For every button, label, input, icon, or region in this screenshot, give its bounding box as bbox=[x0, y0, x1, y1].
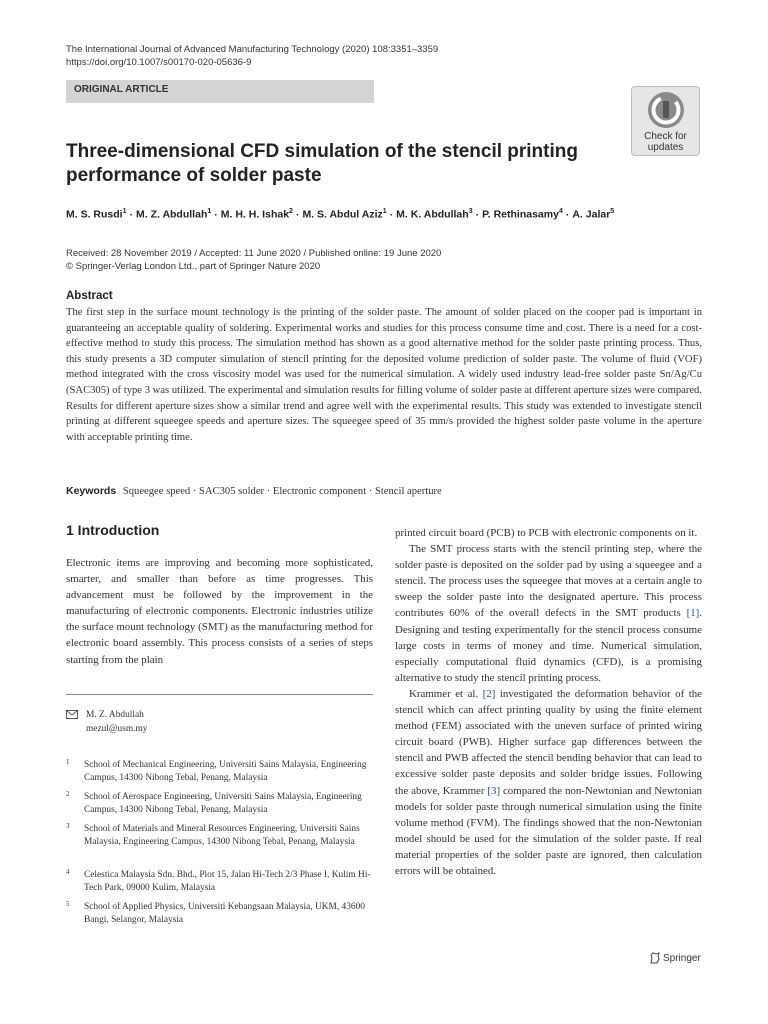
corresponding-author-email[interactable]: mezul@usm.my bbox=[86, 724, 148, 734]
author-name[interactable]: M. S. Abdul Aziz bbox=[302, 208, 383, 221]
right-column bbox=[395, 525, 702, 879]
author-separator: · bbox=[389, 208, 394, 221]
author-name[interactable]: M. S. Rusdi bbox=[66, 208, 123, 221]
author-name[interactable]: P. Rethinasamy bbox=[482, 208, 559, 221]
check-updates-line1: Check for bbox=[644, 131, 687, 142]
intro-paragraph-2: The SMT process starts with the stencil printing step, where the solder paste is deposited on the solder pad by using a squeegee and a stencil. The process uses the squeegee that moves at a certain angle to sweep the solder paste into the designated aperture. This process contributes 60% of the overall defects in the SMT products [1]. Designing and testing experimentally for the stencil process consume large costs in terms of money and time. Numerical simulation, especially computational fluid dynamics (CFD), is a promising alternative to study the stencil printing process. bbox=[395, 543, 702, 684]
check-for-updates-button[interactable] bbox=[631, 86, 700, 156]
footnote-divider bbox=[66, 694, 373, 695]
intro-paragraph-1: Electronic items are improving and becoming more sophisticated, smarter, and smaller than before as time progresses. This advancement must be followed by the improvement in the manufacturing of electronic components. Electronic industries utilize the surface mount technology (SMT) as the manufacturing method for electronic board assembly. This process consists of a series of steps starting from the plain bbox=[66, 557, 373, 666]
left-column bbox=[66, 555, 373, 668]
keywords-label: Keywords bbox=[66, 485, 117, 497]
author-affiliation-mark: 1 bbox=[122, 208, 127, 215]
affiliation-text: School of Mechanical Engineering, Universiti Sains Malaysia, Engineering Campus, 14300 Nibong Tebal, Penang, Malaysia bbox=[84, 760, 367, 784]
author-name[interactable]: A. Jalar bbox=[572, 208, 611, 221]
publisher-logo bbox=[649, 952, 701, 964]
affiliation-item bbox=[66, 901, 376, 928]
author-affiliation-mark: 4 bbox=[558, 208, 563, 215]
author-separator: · bbox=[565, 208, 570, 221]
affiliation-item bbox=[66, 823, 376, 850]
check-updates-icon bbox=[646, 90, 686, 130]
citation-link-3[interactable]: [3] bbox=[487, 784, 501, 797]
publisher-name: Springer bbox=[663, 953, 701, 964]
author-name[interactable]: M. Z. Abdullah bbox=[136, 208, 208, 221]
affiliation-text: School of Aerospace Engineering, Universiti Sains Malaysia, Engineering Campus, 14300 Nibong Tebal, Penang, Malaysia bbox=[84, 792, 362, 816]
affiliation-text: Celestica Malaysia Sdn. Bhd., Plot 15, Jalan Hi-Tech 2/3 Phase I, Kulim Hi-Tech Park, 09000 Kulim, Malaysia bbox=[84, 870, 371, 894]
affiliation-item bbox=[66, 759, 376, 786]
corresponding-author-name: M. Z. Abdullah bbox=[86, 710, 144, 720]
affiliation-item bbox=[66, 869, 376, 896]
doi-link[interactable]: https://doi.org/10.1007/s00170-020-05636-9 bbox=[66, 57, 252, 68]
author-separator: · bbox=[129, 208, 133, 221]
author-separator: · bbox=[475, 208, 480, 221]
article-type-bar bbox=[66, 80, 374, 103]
journal-citation: The International Journal of Advanced Manufacturing Technology (2020) 108:3351–3359 bbox=[66, 44, 439, 55]
affiliation-item bbox=[66, 791, 376, 818]
author-affiliation-mark: 1 bbox=[382, 208, 387, 215]
corresponding-author bbox=[66, 708, 148, 736]
author-name[interactable]: M. K. Abdullah bbox=[396, 208, 469, 221]
article-type-label: ORIGINAL ARTICLE bbox=[74, 84, 169, 95]
keywords bbox=[66, 485, 442, 497]
abstract-text: The first step in the surface mount technology is the printing of the solder paste. The amount of solder placed on the cooper pad is important in guaranteeing an acceptable quality of soldering. Experimental works and studies for this process consume time and cost. There is a need for a cost-effective method to study this process. The simulation method has shown as a good alternative method for the solder paste printing process. Thus, this study presents a 3D computer simulation of stencil printing for the deposited volume prediction of solder paste. The volume of fluid (VOF) method integrated with the cross viscosity model was used for the numerical simulation. A widely used industry lead-free solder paste Sn/Ag/Cu (SAC305) of type 3 was utilized. The experimental and simulation results for filling volume of solder paste at different aperture sizes were compared. Results for different aperture sizes show a similar trend and agree well with the experimental results. This study was extended to investigate stencil printing at different squeegee speeds and aperture sizes. The squeegee speed of 35 mm/s provided the highest solder paste volume in the aperture with acceptable printing time. bbox=[66, 307, 702, 443]
affiliation-text: School of Materials and Mineral Resources Engineering, Universiti Sains Malaysia, Engineering Campus, 14300 Nibong Tebal, Penang, Malaysia bbox=[84, 824, 360, 848]
citation-link-1[interactable]: [1] bbox=[686, 607, 700, 620]
affiliation-number: 4 bbox=[66, 868, 70, 876]
publication-dates: Received: 28 November 2019 / Accepted: 11 June 2020 / Published online: 19 June 2020 bbox=[66, 248, 442, 259]
section-heading-introduction: 1 Introduction bbox=[66, 522, 160, 538]
affiliation-number: 1 bbox=[66, 758, 70, 766]
author-affiliation-mark: 2 bbox=[289, 208, 293, 215]
author-affiliation-mark: 1 bbox=[207, 208, 212, 215]
author-list bbox=[66, 208, 746, 221]
springer-horse-icon bbox=[649, 952, 661, 964]
copyright-notice: © Springer-Verlag London Ltd., part of Springer Nature 2020 bbox=[66, 261, 321, 272]
author-affiliation-mark: 3 bbox=[468, 208, 473, 215]
affiliation-number: 2 bbox=[66, 790, 70, 798]
affiliation-number: 3 bbox=[66, 822, 70, 830]
citation-link-2[interactable]: [2] bbox=[482, 687, 496, 700]
intro-paragraph-continued: printed circuit board (PCB) to PCB with electronic components on it. bbox=[395, 527, 698, 539]
author-separator: · bbox=[295, 208, 300, 221]
mail-icon bbox=[66, 710, 78, 719]
affiliation-number: 5 bbox=[66, 900, 70, 908]
author-separator: · bbox=[214, 208, 218, 221]
paper-title: Three-dimensional CFD simulation of the stencil printing performance of solder paste bbox=[66, 141, 578, 186]
author-affiliation-mark: 5 bbox=[610, 208, 615, 215]
author-name[interactable]: M. H. H. Ishak bbox=[220, 208, 290, 221]
abstract-heading: Abstract bbox=[66, 290, 113, 302]
check-updates-line2: updates bbox=[647, 142, 684, 153]
keywords-text: Squeegee speed · SAC305 solder · Electronic component · Stencil aperture bbox=[122, 486, 442, 497]
intro-paragraph-3: Krammer et al. [2] investigated the deformation behavior of the stencil which can affect printing quality by using the finite element method (FEM) associated with the uneven surface of printed wiring circuit board (PWB). Higher surface gap differences between the stencil and PWB affected the stencil bending behavior that can lead to excessive solder paste deposits and solder bridge issues. Following the above, Krammer [3] compared the non-Newtonian and Newtonian models for solder paste through numerical simulation using the finite volume method (FVM). The findings showed that the non-Newtonian model should be used for the simulation of the solder paste. If real material properties of the solder paste are ignored, then calculation errors will be obtained. bbox=[395, 687, 702, 877]
affiliation-text: School of Applied Physics, Universiti Kebangsaan Malaysia, UKM, 43600 Bangi, Selangor, Malaysia bbox=[84, 902, 365, 926]
